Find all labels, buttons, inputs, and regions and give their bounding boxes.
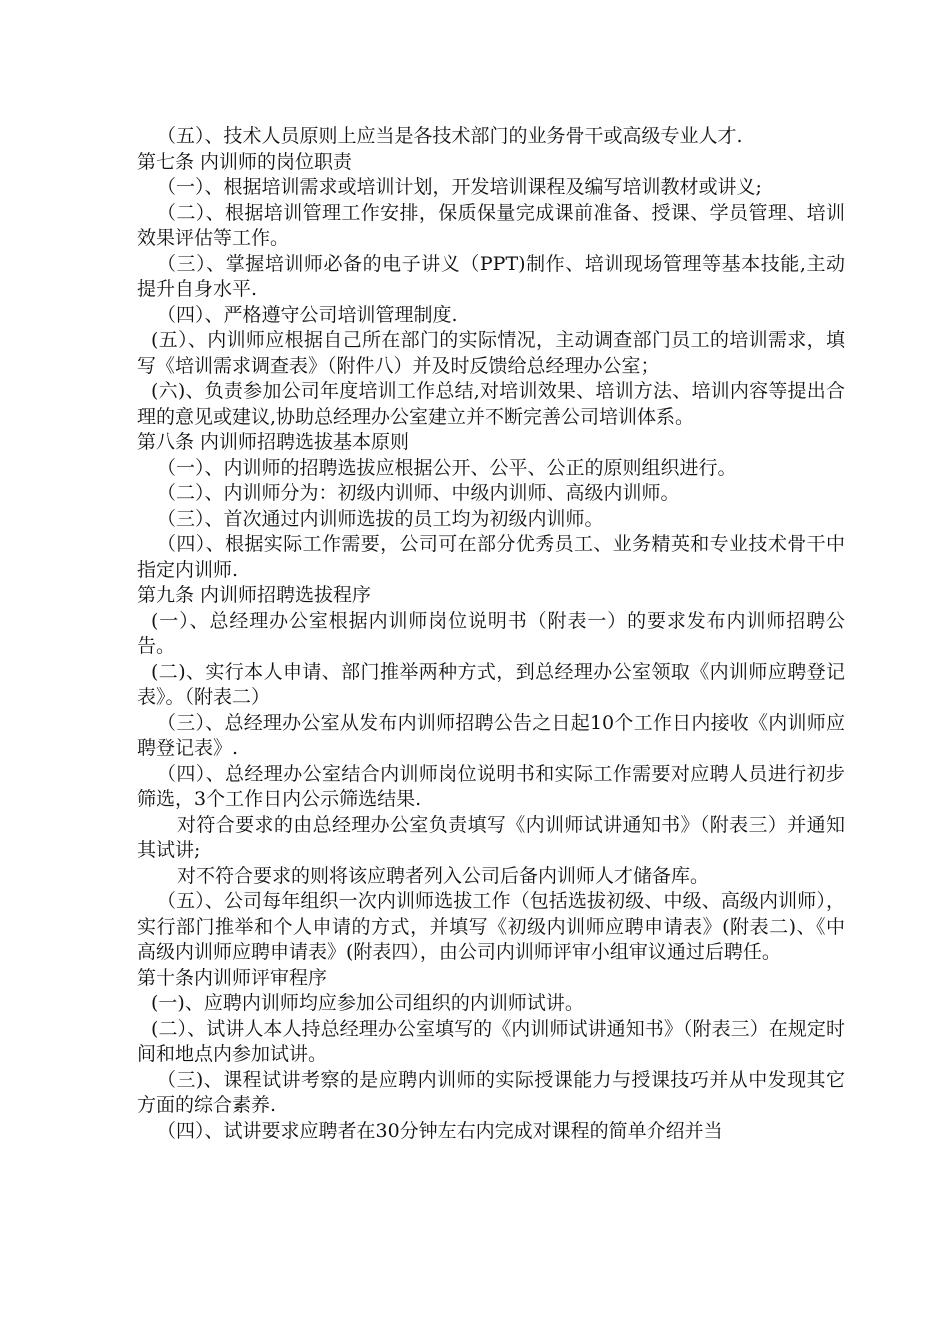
paragraph-7-4: （四）、严格遵守公司培训管理制度.: [157, 303, 458, 326]
paragraph-7-6: (六)、负责参加公司年度培训工作总结,对培训效果、培训方法、培训内容等提出合理的意见或建议,协助总经理办公室建立并不断完善公司培训体系。: [137, 380, 845, 428]
article-9-heading: 第九条 内训师招聘选拔程序: [137, 584, 372, 606]
paragraph-10-1: (一)、应聘内训师均应参加公司组织的内训师试讲。: [151, 992, 584, 1014]
paragraph-8-1: （一）、内训师的招聘选拔应根据公开、公平、公正的原则组织进行。: [157, 456, 737, 479]
paragraph-10-3: （三)、课程试讲考察的是应聘内训师的实际授课能力与授课技巧并从中发现其它方面的综合素养.: [137, 1068, 845, 1116]
paragraph-10-2: (二）、试讲人本人持总经理办公室填写的《内训师试讲通知书》（附表三）在规定时间和地点内参加试讲。: [137, 1017, 845, 1065]
paragraph-9-4: （四）、总经理办公室结合内训师岗位说明书和实际工作需要对应聘人员进行初步筛选，3个工作日内公示筛选结果.: [137, 762, 845, 810]
paragraph-7-5b: (五）、内训师应根据自己所在部门的实际情况，主动调查部门员工的培训需求，填写《培训需求调查表》（附件八）并及时反馈给总经理办公室；: [137, 329, 845, 377]
paragraph-9-4-unqualified: 对不符合要求的则将该应聘者列入公司后备内训师人才储备库。: [177, 864, 710, 887]
paragraph-9-3: （三）、总经理办公室从发布内训师招聘公告之日起10个工作日内接收《内训师应聘登记表》.: [137, 711, 845, 759]
article-8-heading: 第八条 内训师招聘选拔基本原则: [137, 431, 410, 453]
paragraph-7-1: （一）、根据培训需求或培训计划，开发培训课程及编写培训教材或讲义;: [157, 176, 762, 198]
paragraph-8-2: （二）、内训师分为：初级内训师、中级内训师、高级内训师。: [157, 482, 680, 504]
paragraph-9-2: (二)、实行本人申请、部门推举两种方式，到总经理办公室领取《内训师应聘登记表》。（附表二）: [137, 660, 845, 708]
paragraph-9-5: （五）、公司每年组织一次内训师选拔工作（包括选拔初级、中级、高级内训师），实行部门推举和个人申请的方式，并填写《初级内训师应聘申请表》(附表二)、《中高级内训师应聘申请表》(附表四），由公司内训师评审小组审议通过后聘任。: [137, 890, 845, 963]
paragraph-9-1: (一）、总经理办公室根据内训师岗位说明书（附表一）的要求发布内训师招聘公告。: [137, 609, 845, 657]
paragraph-9-4-qualified: 对符合要求的由总经理办公室负责填写《内训师试讲通知书》（附表三）并通知其试讲;: [137, 813, 845, 861]
document-body: [137, 124, 845, 1144]
paragraph-8-4: （四）、根据实际工作需要，公司可在部分优秀员工、业务精英和专业技术骨干中指定内训师.: [137, 533, 845, 581]
paragraph-7-2: （二）、根据培训管理工作安排，保质保量完成课前准备、授课、学员管理、培训效果评估等工作。: [137, 201, 845, 249]
paragraph-10-4: （四）、试讲要求应聘者在30分钟左右内完成对课程的简单介绍并当: [157, 1119, 723, 1142]
article-7-heading: 第七条 内训师的岗位职责: [137, 150, 353, 173]
article-10-heading: 第十条内训师评审程序: [137, 966, 328, 989]
paragraph-7-3: （三）、掌握培训师必备的电子讲义（PPT)制作、培训现场管理等基本技能,主动提升自身水平.: [137, 252, 845, 300]
paragraph-7-5: （五）、技术人员原则上应当是各技术部门的业务骨干或高级专业人才.: [157, 125, 743, 147]
paragraph-8-3: （三）、首次通过内训师选拔的员工均为初级内训师。: [157, 507, 604, 530]
